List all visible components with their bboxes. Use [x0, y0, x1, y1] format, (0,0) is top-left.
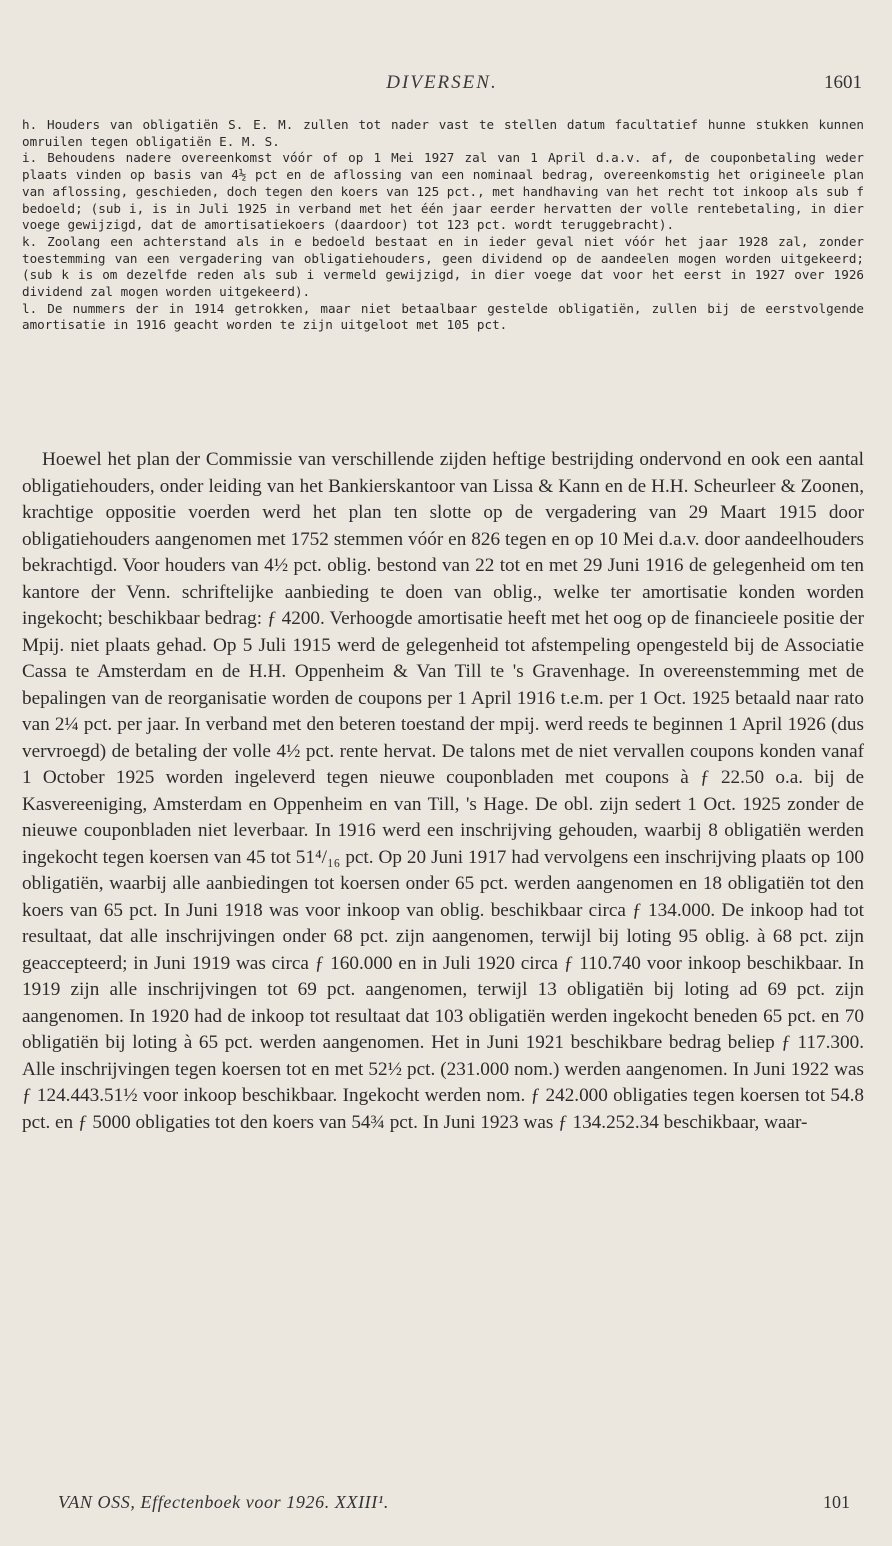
paragraph-i: i. Behoudens nadere overeenkomst vóór of op 1 Mei 1927 zal van 1 April d.a.v. af, de couponbetaling weder plaats vinden op basis van 4½ pct en de aflossing van een nominaal bedrag, overeenkomstig het origineele plan van aflossing, geschieden, doch tegen den koers van 125 pct., met handhaving van het recht tot inkoop als sub f bedoeld; (sub i, is in Juli 1925 in verband met het één jaar eerder hervatten der volle rentebetaling, in dier voege gewijzigd, dat de amortisatiekoers (daardoor) tot 123 pct. wordt teruggebracht). [22, 150, 864, 233]
page-number: 1601 [824, 72, 862, 93]
body-text-section [22, 447, 864, 1136]
body-paragraph: Hoewel het plan der Commissie van verschillende zijden heftige bestrijding ondervond en ook een aantal obligatiehouders, onder leiding van het Bankierskantoor van Lissa & Kann en de H.H. Scheurleer & Zoonen, krachtige oppositie voerden werd het plan ten slotte op de vergadering van 29 Maart 1915 door obligatiehouders aangenomen met 1752 stemmen vóór en 826 tegen en op 10 Mei d.a.v. door aandeelhouders bekrachtigd. Voor houders van 4½ pct. oblig. bestond van 22 tot en met 29 Juni 1916 de gelegenheid om ten kantore der Venn. schriftelijke aanbieding te doen van oblig., welke ter amortisatie konden worden ingekocht; beschikbaar bedrag: ƒ 4200. Verhoogde amortisatie heeft met het oog op de financieele positie der Mpij. niet plaats gehad. Op 5 Juli 1915 werd de gelegenheid tot afstempeling opengesteld bij de Associatie Cassa te Amsterdam en de H.H. Oppenheim & Van Till te 's Gravenhage. In overeenstemming met de bepalingen van de reorganisatie worden de coupons per 1 April 1916 t.e.m. per 1 Oct. 1925 betaald naar rato van 2¼ pct. per jaar. In verband met den beteren toestand der mpij. werd reeds te beginnen 1 April 1926 (dus vervroegd) de betaling der volle 4½ pct. rente hervat. De talons met de niet vervallen coupons konden vanaf 1 October 1925 worden ingeleverd tegen nieuwe couponbladen met coupons à ƒ 22.50 o.a. bij de Kasvereeniging, Amsterdam en Oppenheim en van Till, 's Hage. De obl. zijn sedert 1 Oct. 1925 zonder de nieuwe couponbladen niet leverbaar. In 1916 werd een inschrijving gehouden, waarbij 8 obligatiën werden ingekocht tegen koersen van 45 tot 51⁴/₁₆ pct. Op 20 Juni 1917 had vervolgens een inschrijving plaats op 100 obligatiën, waarbij alle aanbiedingen tot koersen onder 65 pct. werden aangenomen en 18 obligatiën tot den koers van 65 pct. In Juni 1918 was voor inkoop van oblig. beschikbaar circa ƒ 134.000. De inkoop had tot resultaat, dat alle inschrijvingen onder 68 pct. zijn aangenomen, terwijl bij loting 95 oblig. à 68 pct. zijn geaccepteerd; in Juni 1919 was circa ƒ 160.000 en in Juli 1920 circa ƒ 110.740 voor inkoop beschikbaar. In 1919 zijn alle inschrijvingen tot 69 pct. aangenomen, terwijl 13 obligatiën bij loting ad 69 pct. zijn aangenomen. In 1920 had de inkoop tot resultaat dat 103 obligatiën werden ingekocht beneden 65 pct. en 70 obligatiën bij loting à 65 pct. werden aangenomen. Het in Juni 1921 beschikbare bedrag beliep ƒ 117.300. Alle inschrijvingen tegen koersen tot en met 52½ pct. (231.000 nom.) werden aangenomen. In Juni 1922 was ƒ 124.443.51½ voor inkoop beschikbaar. Ingekocht werden nom. ƒ 242.000 obligaties tegen koersen tot 54.8 pct. en ƒ 5000 obligaties tot den koers van 54¾ pct. In Juni 1923 was ƒ 134.252.34 beschikbaar, waar- [22, 449, 864, 1133]
running-title: DIVERSEN. [386, 72, 498, 93]
paragraph-k: k. Zoolang een achterstand als in e bedoeld bestaat en in ieder geval niet vóór het jaar 1928 zal, zonder toestemming van een vergadering van obligatiehouders, geen dividend op de aandeelen mogen worden uitgekeerd; (sub k is om dezelfde reden als sub i vermeld gewijzigd, in dier voege dat voor het eerst in 1927 over 1926 dividend zal mogen worden uitgekeerd). [22, 233, 864, 300]
paragraph-l: l. De nummers der in 1914 getrokken, maar niet betaalbaar gestelde obligatiën, zullen bij de eerstvolgende amortisatie in 1916 geacht worden te zijn uitgeloot met 105 pct. [22, 300, 864, 333]
page-footer [58, 1492, 862, 1513]
page-header [22, 72, 862, 102]
small-print-section [22, 117, 864, 334]
footer-folio: 101 [823, 1492, 850, 1512]
paragraph-h: h. Houders van obligatiën S. E. M. zullen tot nader vast te stellen datum facultatief hunne stukken kunnen omruilen tegen obligatiën E. M. S. [22, 117, 864, 149]
source-citation: VAN OSS, Effectenboek voor 1926. XXIII¹. [58, 1492, 389, 1512]
